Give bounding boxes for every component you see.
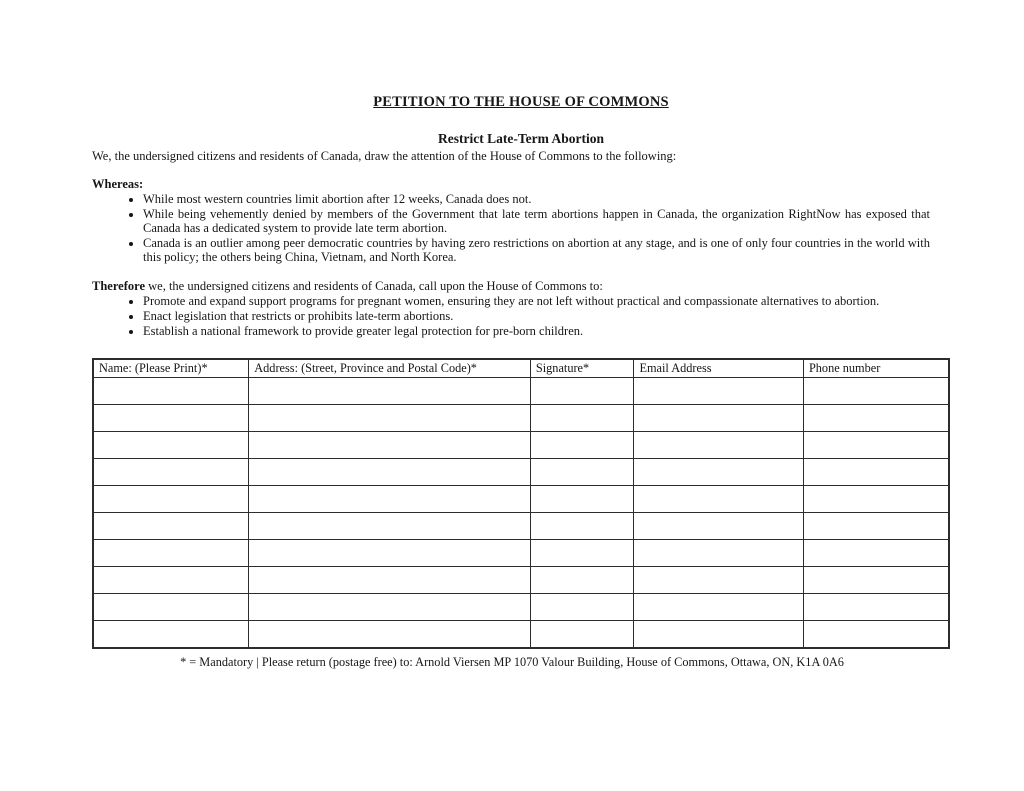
empty-cell xyxy=(634,567,803,594)
empty-cell xyxy=(803,378,949,405)
empty-cell xyxy=(803,432,949,459)
empty-cell xyxy=(530,594,634,621)
therefore-item: • Enact legislation that restricts or prohibits late-term abortions. xyxy=(143,309,930,324)
empty-cell xyxy=(249,459,531,486)
signature-row xyxy=(93,594,949,621)
empty-cell xyxy=(634,594,803,621)
empty-cell xyxy=(530,459,634,486)
petition-subtitle: Restrict Late-Term Abortion xyxy=(438,131,604,146)
whereas-list xyxy=(92,192,930,265)
empty-cell xyxy=(93,513,249,540)
signature-row xyxy=(93,513,949,540)
whereas-item: • Canada is an outlier among peer democratic countries by having zero restrictions on abortion at any stage, and is one of only four countries in the world with this policy; the others being China, Vietnam, and North Korea. xyxy=(143,236,930,265)
signature-row xyxy=(93,567,949,594)
empty-cell xyxy=(530,378,634,405)
empty-cell xyxy=(530,567,634,594)
therefore-statement xyxy=(92,279,950,294)
signature-row xyxy=(93,459,949,486)
empty-cell xyxy=(634,432,803,459)
column-header: Name: (Please Print)* xyxy=(93,359,249,378)
empty-cell xyxy=(530,621,634,649)
empty-cell xyxy=(803,459,949,486)
empty-cell xyxy=(249,378,531,405)
empty-cell xyxy=(249,567,531,594)
empty-cell xyxy=(634,513,803,540)
empty-cell xyxy=(803,567,949,594)
empty-cell xyxy=(93,405,249,432)
signature-row xyxy=(93,405,949,432)
therefore-list xyxy=(92,294,930,338)
empty-cell xyxy=(249,540,531,567)
empty-cell xyxy=(93,567,249,594)
empty-cell xyxy=(93,432,249,459)
empty-cell xyxy=(803,405,949,432)
empty-cell xyxy=(803,486,949,513)
empty-cell xyxy=(530,540,634,567)
column-header: Email Address xyxy=(634,359,803,378)
page-title: PETITION TO THE HOUSE OF COMMONS xyxy=(373,94,669,110)
empty-cell xyxy=(93,378,249,405)
empty-cell xyxy=(634,459,803,486)
empty-cell xyxy=(530,513,634,540)
column-header: Phone number xyxy=(803,359,949,378)
empty-cell xyxy=(634,486,803,513)
empty-cell xyxy=(634,405,803,432)
signature-row xyxy=(93,378,949,405)
return-instructions: * = Mandatory | Please return (postage free) to: Arnold Viersen MP 1070 Valour Building, House of Commons, Ottawa, ON, K1A 0A6 xyxy=(180,655,844,670)
empty-cell xyxy=(634,378,803,405)
empty-cell xyxy=(93,540,249,567)
empty-cell xyxy=(249,594,531,621)
whereas-label: Whereas: xyxy=(92,176,144,191)
empty-cell xyxy=(249,513,531,540)
empty-cell xyxy=(803,513,949,540)
empty-cell xyxy=(249,486,531,513)
signature-row xyxy=(93,540,949,567)
therefore-label: Therefore xyxy=(92,278,145,293)
empty-cell xyxy=(93,621,249,649)
empty-cell xyxy=(530,405,634,432)
empty-cell xyxy=(249,432,531,459)
therefore-item: • Promote and expand support programs for pregnant women, ensuring they are not left without practical and compassionate alternatives to abortion. xyxy=(143,294,930,309)
empty-cell xyxy=(803,621,949,649)
empty-cell xyxy=(803,594,949,621)
signature-row xyxy=(93,486,949,513)
empty-cell xyxy=(530,486,634,513)
empty-cell xyxy=(93,486,249,513)
empty-cell xyxy=(249,621,531,649)
signature-table xyxy=(92,358,950,649)
therefore-item: • Establish a national framework to provide greater legal protection for pre-born children. xyxy=(143,324,930,339)
signature-row xyxy=(93,432,949,459)
table-header-row xyxy=(93,359,949,378)
empty-cell xyxy=(93,459,249,486)
empty-cell xyxy=(93,594,249,621)
empty-cell xyxy=(634,621,803,649)
signature-row xyxy=(93,621,949,649)
intro-text: We, the undersigned citizens and residents of Canada, draw the attention of the House of Commons to the following: xyxy=(92,149,677,163)
therefore-text: we, the undersigned citizens and residents of Canada, call upon the House of Commons to: xyxy=(145,278,603,293)
whereas-item: • While most western countries limit abortion after 12 weeks, Canada does not. xyxy=(143,192,930,207)
empty-cell xyxy=(249,405,531,432)
column-header: Signature* xyxy=(530,359,634,378)
empty-cell xyxy=(530,432,634,459)
empty-cell xyxy=(634,540,803,567)
empty-cell xyxy=(803,540,949,567)
whereas-item: • While being vehemently denied by members of the Government that late term abortions happen in Canada, the organization RightNow has exposed that Canada has a dedicated system to provide late term abortion. xyxy=(143,207,930,236)
column-header: Address: (Street, Province and Postal Code)* xyxy=(249,359,531,378)
